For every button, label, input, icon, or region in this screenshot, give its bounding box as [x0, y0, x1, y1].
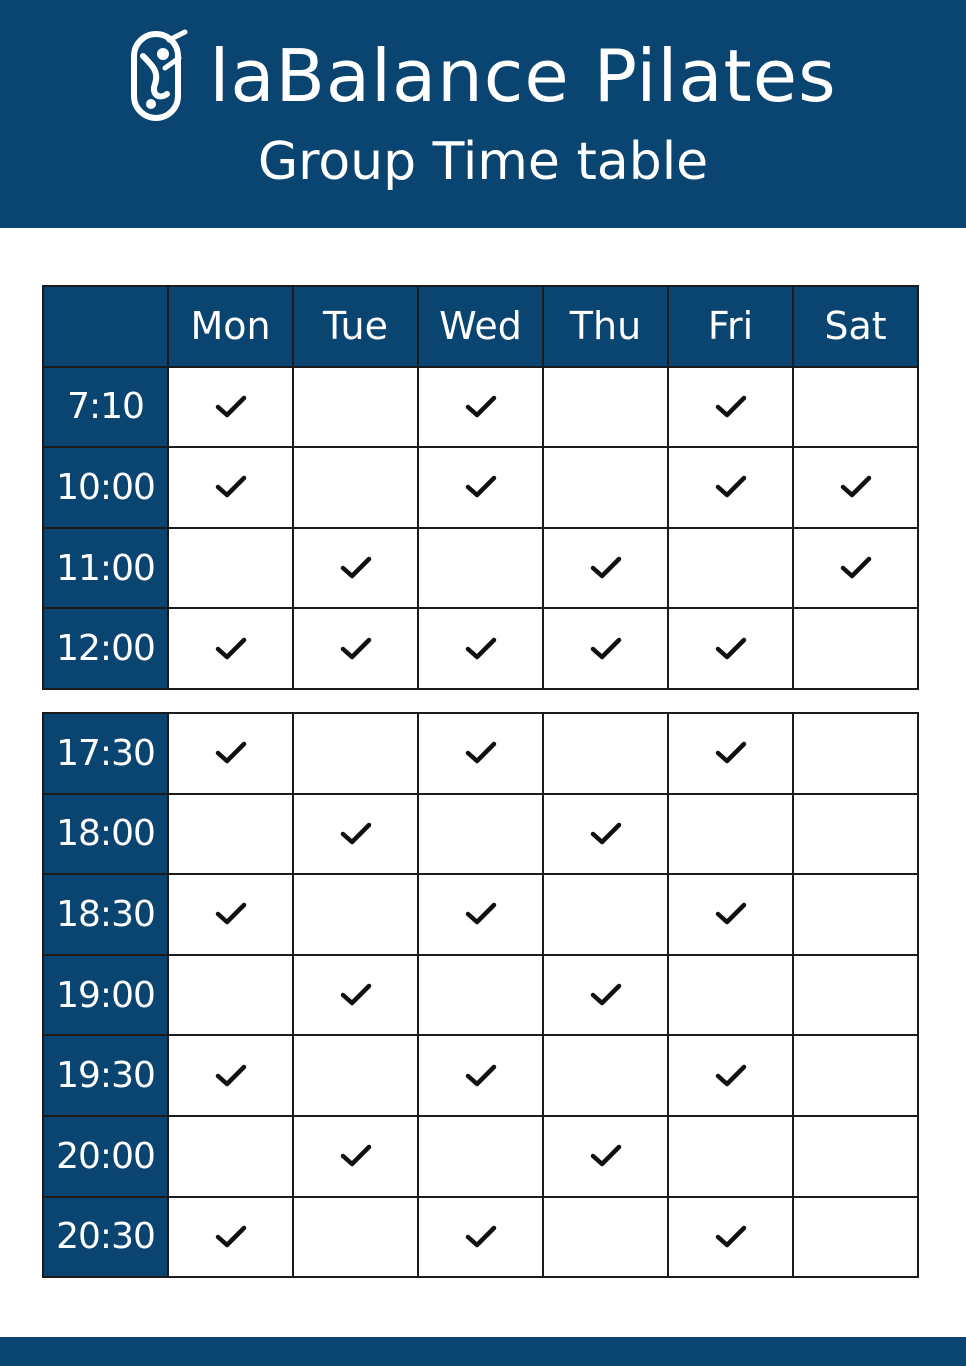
- time-row: [43, 1116, 918, 1197]
- checkmark-icon: [215, 901, 247, 927]
- time-row: [43, 713, 918, 794]
- time-row: [43, 608, 918, 689]
- footer-bar: [0, 1337, 966, 1366]
- slot-mon: [168, 447, 293, 528]
- checkmark-icon: [590, 1143, 622, 1169]
- slot-tue: [293, 1116, 418, 1197]
- time-row: [43, 528, 918, 609]
- slot-mon: [168, 713, 293, 794]
- slot-mon: [168, 608, 293, 689]
- slot-thu: [543, 1035, 668, 1116]
- checkmark-icon: [215, 1224, 247, 1250]
- slot-wed: [418, 528, 543, 609]
- checkmark-icon: [340, 982, 372, 1008]
- slot-fri: [668, 713, 793, 794]
- time-label: 20:30: [43, 1197, 168, 1278]
- time-label: 20:00: [43, 1116, 168, 1197]
- slot-tue: [293, 713, 418, 794]
- checkmark-icon: [215, 740, 247, 766]
- slot-fri: [668, 447, 793, 528]
- checkmark-icon: [465, 1224, 497, 1250]
- time-row: [43, 447, 918, 528]
- slot-fri: [668, 367, 793, 448]
- time-label: 10:00: [43, 447, 168, 528]
- slot-sat: [793, 1116, 918, 1197]
- slot-thu: [543, 1197, 668, 1278]
- slot-thu: [543, 713, 668, 794]
- corner-cell: [43, 286, 168, 367]
- slot-wed: [418, 874, 543, 955]
- slot-sat: [793, 608, 918, 689]
- header-banner: [0, 0, 966, 228]
- slot-wed: [418, 1116, 543, 1197]
- slot-fri: [668, 528, 793, 609]
- slot-tue: [293, 874, 418, 955]
- day-header-mon: Mon: [168, 286, 293, 367]
- time-row: [43, 955, 918, 1036]
- slot-wed: [418, 713, 543, 794]
- checkmark-icon: [715, 394, 747, 420]
- time-label: 18:00: [43, 794, 168, 875]
- checkmark-icon: [340, 555, 372, 581]
- time-row: [43, 794, 918, 875]
- slot-fri: [668, 955, 793, 1036]
- slot-wed: [418, 608, 543, 689]
- slot-mon: [168, 1035, 293, 1116]
- slot-tue: [293, 447, 418, 528]
- slot-mon: [168, 528, 293, 609]
- checkmark-icon: [465, 1063, 497, 1089]
- time-label: 19:30: [43, 1035, 168, 1116]
- day-header-row: [43, 286, 918, 367]
- slot-wed: [418, 447, 543, 528]
- checkmark-icon: [715, 1063, 747, 1089]
- slot-wed: [418, 955, 543, 1036]
- slot-sat: [793, 367, 918, 448]
- slot-sat: [793, 794, 918, 875]
- slot-mon: [168, 955, 293, 1036]
- slot-wed: [418, 367, 543, 448]
- slot-thu: [543, 794, 668, 875]
- day-header-wed: Wed: [418, 286, 543, 367]
- slot-sat: [793, 447, 918, 528]
- slot-tue: [293, 367, 418, 448]
- slot-thu: [543, 447, 668, 528]
- time-label: 7:10: [43, 367, 168, 448]
- checkmark-icon: [465, 636, 497, 662]
- slot-tue: [293, 608, 418, 689]
- checkmark-icon: [590, 982, 622, 1008]
- checkmark-icon: [215, 474, 247, 500]
- time-row: [43, 1035, 918, 1116]
- checkmark-icon: [840, 474, 872, 500]
- slot-fri: [668, 1197, 793, 1278]
- checkmark-icon: [465, 394, 497, 420]
- slot-fri: [668, 1035, 793, 1116]
- slot-mon: [168, 794, 293, 875]
- slot-thu: [543, 608, 668, 689]
- slot-thu: [543, 1116, 668, 1197]
- time-label: 12:00: [43, 608, 168, 689]
- time-label: 18:30: [43, 874, 168, 955]
- checkmark-icon: [215, 636, 247, 662]
- day-header-tue: Tue: [293, 286, 418, 367]
- checkmark-icon: [715, 740, 747, 766]
- page-title: Group Time table: [257, 132, 709, 192]
- slot-fri: [668, 794, 793, 875]
- slot-sat: [793, 713, 918, 794]
- slot-sat: [793, 955, 918, 1036]
- checkmark-icon: [715, 636, 747, 662]
- brand-name: laBalance Pilates: [209, 34, 837, 118]
- time-label: 17:30: [43, 713, 168, 794]
- slot-sat: [793, 874, 918, 955]
- slot-mon: [168, 1116, 293, 1197]
- evening-timetable: [42, 712, 919, 1278]
- checkmark-icon: [840, 555, 872, 581]
- checkmark-icon: [465, 474, 497, 500]
- slot-tue: [293, 955, 418, 1036]
- slot-fri: [668, 874, 793, 955]
- slot-sat: [793, 1197, 918, 1278]
- slot-tue: [293, 794, 418, 875]
- checkmark-icon: [715, 474, 747, 500]
- slot-sat: [793, 528, 918, 609]
- slot-tue: [293, 1197, 418, 1278]
- checkmark-icon: [715, 1224, 747, 1250]
- checkmark-icon: [465, 740, 497, 766]
- checkmark-icon: [340, 821, 372, 847]
- pilates-figure-logo-icon: [129, 28, 191, 124]
- checkmark-icon: [340, 1143, 372, 1169]
- checkmark-icon: [590, 555, 622, 581]
- checkmark-icon: [465, 901, 497, 927]
- day-header-sat: Sat: [793, 286, 918, 367]
- slot-thu: [543, 528, 668, 609]
- time-label: 11:00: [43, 528, 168, 609]
- checkmark-icon: [215, 1063, 247, 1089]
- slot-thu: [543, 955, 668, 1036]
- slot-fri: [668, 608, 793, 689]
- slot-wed: [418, 1035, 543, 1116]
- slot-tue: [293, 1035, 418, 1116]
- slot-thu: [543, 367, 668, 448]
- checkmark-icon: [215, 394, 247, 420]
- checkmark-icon: [590, 821, 622, 847]
- slot-wed: [418, 794, 543, 875]
- slot-thu: [543, 874, 668, 955]
- brand-row: [0, 24, 966, 128]
- checkmark-icon: [590, 636, 622, 662]
- slot-mon: [168, 874, 293, 955]
- day-header-thu: Thu: [543, 286, 668, 367]
- slot-wed: [418, 1197, 543, 1278]
- day-header-fri: Fri: [668, 286, 793, 367]
- time-label: 19:00: [43, 955, 168, 1036]
- checkmark-icon: [340, 636, 372, 662]
- time-row: [43, 367, 918, 448]
- slot-tue: [293, 528, 418, 609]
- morning-timetable: [42, 285, 919, 690]
- slot-mon: [168, 1197, 293, 1278]
- time-row: [43, 874, 918, 955]
- time-row: [43, 1197, 918, 1278]
- checkmark-icon: [715, 901, 747, 927]
- slot-sat: [793, 1035, 918, 1116]
- slot-mon: [168, 367, 293, 448]
- slot-fri: [668, 1116, 793, 1197]
